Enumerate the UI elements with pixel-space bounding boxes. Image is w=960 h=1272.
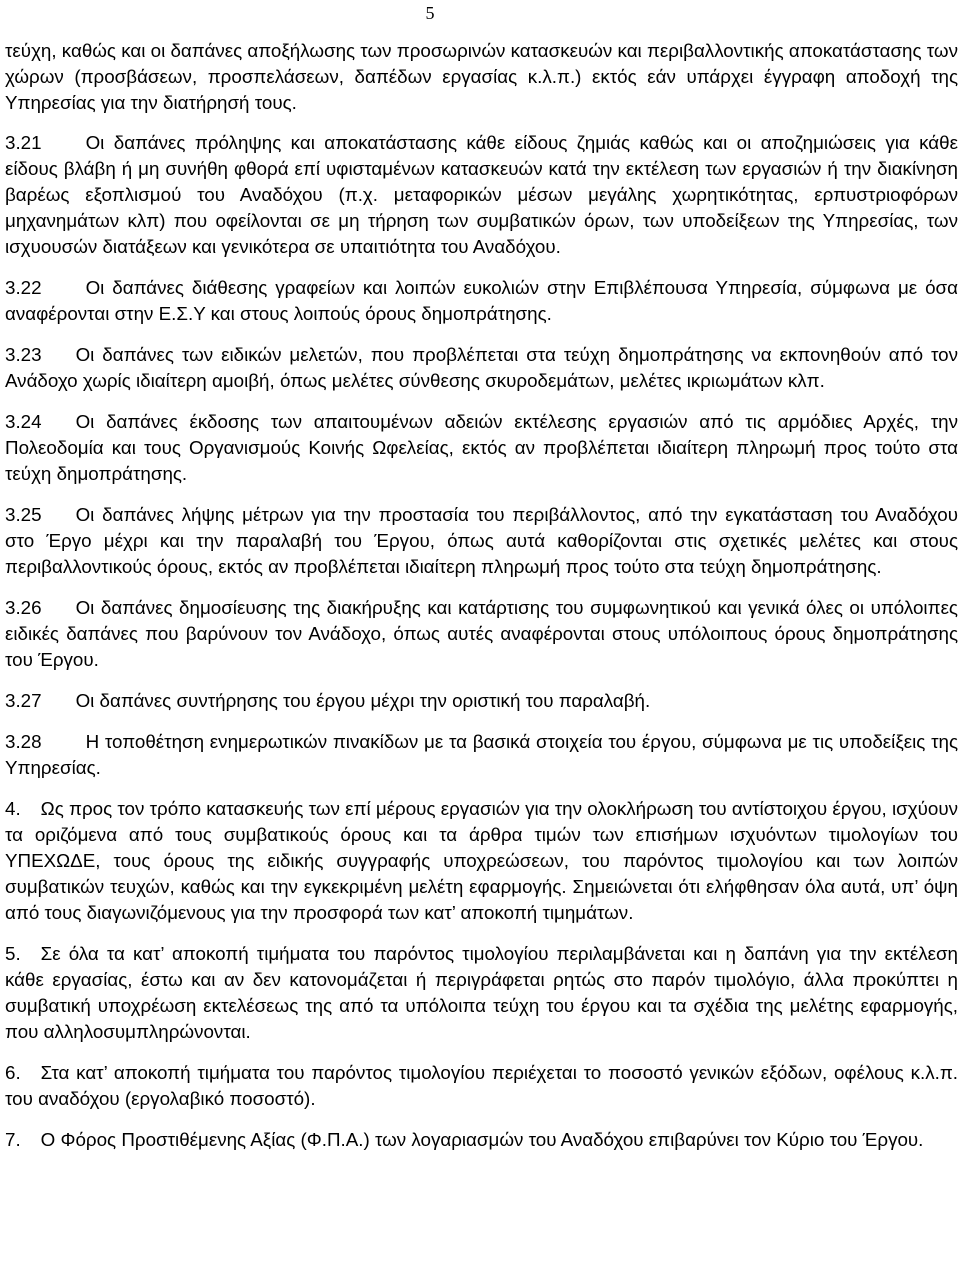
paragraph-text: Στα κατ’ αποκοπή τιμήματα του παρόντος τιμολογίου περιέχεται το ποσοστό γενικών εξόδων, οφέλους κ.λ.π. του αναδόχου (εργολαβικό ποσοστό). xyxy=(5,1062,958,1109)
paragraph-3-28 xyxy=(5,729,958,781)
paragraph-text: Οι δαπάνες λήψης μέτρων για την προστασία του περιβάλλοντος, από την εγκατάσταση του Αναδόχου στο Έργο μέχρι και την παραλαβή του Έργου, όπως αυτά καθορίζονται στις σχετικές μελέτες και στους περιβαλλοντικούς όρους, εκτός αν προβλέπεται ιδιαίτερη πληρωμή προς τούτο στα τεύχη δημοπράτησης. xyxy=(5,504,958,577)
paragraph-text: Οι δαπάνες των ειδικών μελετών, που προβλέπεται στα τεύχη δημοπράτησης να εκπονηθούν από τον Ανάδοχο χωρίς ιδιαίτερη αμοιβή, όπως μελέτες σύνθεσης σκυροδεμάτων, μελέτες ικριωμάτων κλπ. xyxy=(5,344,958,391)
paragraph-number: 5. xyxy=(5,943,21,964)
paragraph-3-21 xyxy=(5,130,958,260)
paragraph-4 xyxy=(5,796,958,926)
paragraph-text: τεύχη, καθώς και οι δαπάνες αποξήλωσης των προσωρινών κατασκευών και περιβαλλοντικής αποκατάστασης των χώρων (προσβάσεων, προσπελάσεων, δαπέδων εργασίας κ.λ.π.) εκτός εάν υπάρχει έγγραφη αποδοχή της Υπηρεσίας για την διατήρησή τους. xyxy=(5,40,958,113)
paragraph-5 xyxy=(5,941,958,1045)
paragraph-3-23 xyxy=(5,342,958,394)
paragraph-3-27 xyxy=(5,688,958,714)
paragraph-number: 7. xyxy=(5,1129,21,1150)
paragraph-number: 6. xyxy=(5,1062,21,1083)
paragraph-continuation xyxy=(5,38,958,116)
paragraph-text: Οι δαπάνες έκδοσης των απαιτουμένων αδειών εκτέλεσης εργασιών από τις αρμόδιες Αρχές, την Πολεοδομία και τους Οργανισμούς Κοινής Ωφελείας, εκτός αν προβλέπεται ιδιαίτερη πληρωμή προς τούτο στα τεύχη δημοπράτησης. xyxy=(5,411,958,484)
paragraph-3-25 xyxy=(5,502,958,580)
paragraph-text: Οι δαπάνες διάθεσης γραφείων και λοιπών ευκολιών στην Επιβλέπουσα Υπηρεσία, σύμφωνα με όσα αναφέρονται στην Ε.Σ.Υ και στους λοιπούς όρους δημοπράτησης. xyxy=(5,277,958,324)
paragraph-3-26 xyxy=(5,595,958,673)
paragraph-text: Ως προς τον τρόπο κατασκευής των επί μέρους εργασιών για την ολοκλήρωση του αντίστοιχου έργου, ισχύουν τα οριζόμενα από τους συμβατικούς όρους και τα άρθρα τιμών των επισήμων ισχυόντων τιμολογίων του ΥΠΕΧΩΔΕ, τους όρους της ειδικής συγγραφής υποχρεώσεων, του παρόντος τιμολογίου και των λοιπών συμβατικών τευχών, καθώς και την εγκεκριμένη μελέτη εφαρμογής. Σημειώνεται ότι ελήφθησαν όλα αυτά, υπ’ όψη από τους διαγωνιζόμενους για την προσφορά των κατ’ αποκοπή τιμημάτων. xyxy=(5,798,958,923)
paragraph-text: Η τοποθέτηση ενημερωτικών πινακίδων με τα βασικά στοιχεία του έργου, σύμφωνα με τις υποδείξεις της Υπηρεσίας. xyxy=(5,731,958,778)
paragraph-7 xyxy=(5,1127,958,1153)
paragraph-text: Σε όλα τα κατ’ αποκοπή τιμήματα του παρόντος τιμολογίου περιλαμβάνεται και η δαπάνη για την εκτέλεση κάθε εργασίας, έστω και αν δεν κατονομάζεται ή περιγράφεται ρητώς στο παρόν τιμολόγιο, άλλα προκύπτει η συμβατική υποχρέωση εκτελέσεως της από τα υπόλοιπα τεύχη του έργου και τα σχέδια της μελέτης εφαρμογής, που αλληλοσυμπληρώνονται. xyxy=(5,943,958,1042)
paragraph-6 xyxy=(5,1060,958,1112)
paragraph-text: Ο Φόρος Προστιθέμενης Αξίας (Φ.Π.Α.) των λογαριασμών του Αναδόχου επιβαρύνει τον Κύριο του Έργου. xyxy=(40,1129,924,1150)
paragraph-number: 3.22 xyxy=(5,277,42,298)
page-number: 5 xyxy=(425,3,435,23)
paragraph-number: 3.27 xyxy=(5,690,42,711)
paragraph-number: 3.25 xyxy=(5,504,42,525)
paragraph-3-24 xyxy=(5,409,958,487)
paragraph-number: 3.26 xyxy=(5,597,42,618)
paragraph-number: 3.24 xyxy=(5,411,42,432)
paragraph-text: Οι δαπάνες δημοσίευσης της διακήρυξης και κατάρτισης του συμφωνητικού και γενικά όλες οι υπόλοιπες ειδικές δαπάνες που βαρύνουν τον Ανάδοχο, όπως αυτές αναφέρονται στους υπόλοιπους όρους δημοπράτησης του Έργου. xyxy=(5,597,958,670)
paragraph-3-22 xyxy=(5,275,958,327)
paragraph-number: 3.28 xyxy=(5,731,42,752)
paragraph-number: 3.21 xyxy=(5,132,42,153)
document-body xyxy=(5,38,958,1168)
paragraph-number: 4. xyxy=(5,798,21,819)
paragraph-number: 3.23 xyxy=(5,344,42,365)
paragraph-text: Οι δαπάνες συντήρησης του έργου μέχρι την οριστική του παραλαβή. xyxy=(75,690,651,711)
paragraph-text: Οι δαπάνες πρόληψης και αποκατάστασης κάθε είδους ζημιάς καθώς και οι αποζημιώσεις για κάθε είδους βλάβη ή μη συνήθη φθορά επί υφισταμένων κατασκευών κατά την εκτέλεση των εργασιών ή την διακίνηση βαρέως εξοπλισμού του Αναδόχου (π.χ. μεταφορικών μέσων μεγάλης χωρητικότητας, ερπυστριοφόρων μηχανημάτων κλπ) που οφείλονται σε μη τήρηση των συμβατικών όρων, των υποδείξεων της Υπηρεσίας, των ισχυουσών διατάξεων και γενικότερα σε υπαιτιότητα του Αναδόχου. xyxy=(5,132,958,257)
